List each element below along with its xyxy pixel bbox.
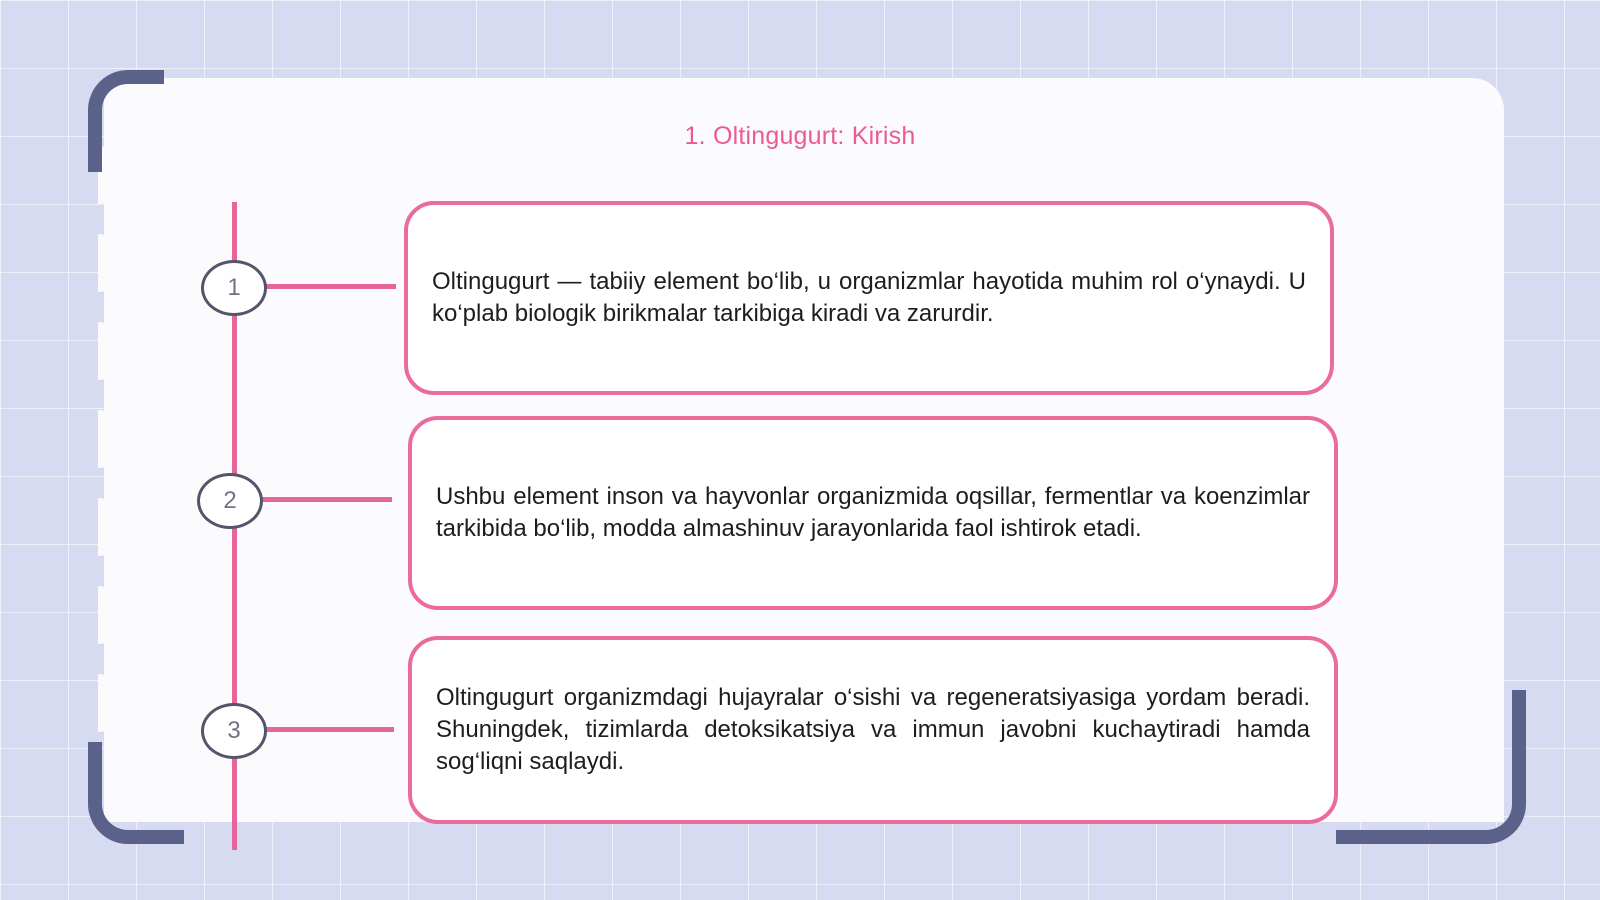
timeline-marker-3: 3: [201, 703, 267, 759]
timeline-item-text: Oltingugurt — tabiiy element bo‘lib, u organizmlar hayotida muhim rol o‘ynaydi. U ko‘plab biologik birikmalar tarkibiga kiradi va zarurdir.: [432, 268, 1306, 327]
timeline-item-text: Oltingugurt organizmdagi hujayralar o‘sishi va regeneratsiyasiga yordam beradi. Shuningdek, tizimlarda detoksikatsiya va immun javobni kuchaytiradi hamda sog‘liqni saqlaydi.: [436, 684, 1310, 775]
frame-corner-top-left: [88, 70, 164, 172]
slide-title: 1. Oltingugurt: Kirish: [684, 122, 916, 150]
timeline-connector-1: [266, 284, 396, 289]
timeline-item-text: Ushbu element inson va hayvonlar organizmida oqsillar, fermentlar va koenzimlar tarkibida bo‘lib, modda almashinuv jarayonlarida faol ishtirok etadi.: [436, 483, 1310, 542]
timeline-item-2: [408, 416, 1338, 610]
frame-corner-bottom-right: [1336, 690, 1526, 844]
timeline-connector-2: [262, 497, 392, 502]
timeline-marker-2: 2: [197, 473, 263, 529]
timeline-item-1: [404, 201, 1334, 395]
timeline-item-3: [408, 636, 1338, 824]
timeline-marker-1: 1: [201, 260, 267, 316]
frame-corner-bottom-left: [88, 742, 184, 844]
timeline-connector-3: [266, 727, 394, 732]
